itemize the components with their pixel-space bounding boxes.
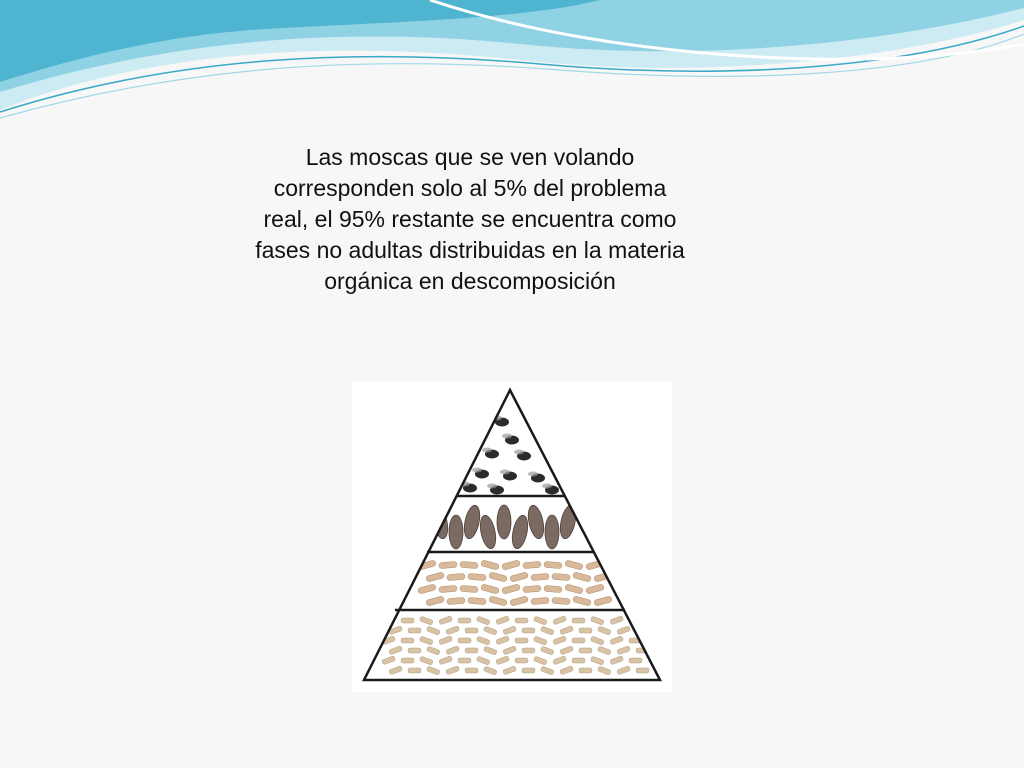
larva-mark	[573, 596, 592, 606]
egg-mark	[382, 656, 396, 665]
egg-mark	[560, 666, 574, 675]
pupa-mark	[497, 505, 511, 539]
caption-line-5: orgánica en descomposición	[324, 268, 616, 294]
egg-mark	[426, 646, 440, 655]
pupa-mark	[510, 514, 531, 550]
egg-mark	[426, 626, 440, 635]
egg-mark	[540, 666, 554, 675]
egg-mark	[476, 636, 490, 645]
egg-mark	[636, 668, 649, 673]
egg-mark	[540, 646, 554, 655]
egg-mark	[503, 666, 517, 675]
egg-mark	[610, 616, 624, 625]
pyramid-outline	[364, 390, 660, 680]
egg-mark	[597, 666, 611, 675]
fly-wing-mark	[542, 484, 552, 489]
egg-mark	[617, 666, 631, 675]
larva-mark	[531, 573, 549, 581]
egg-mark	[590, 616, 604, 625]
pyramid-graphic	[352, 382, 672, 692]
slide-caption	[200, 142, 740, 297]
egg-mark	[476, 656, 490, 665]
larva-mark	[544, 561, 562, 569]
larva-mark	[426, 596, 445, 606]
tier-larvae	[418, 560, 613, 606]
caption-line-4: fases no adultas distribuidas en la materia	[255, 237, 685, 263]
egg-mark	[553, 636, 567, 645]
egg-mark	[446, 646, 460, 655]
egg-mark	[515, 658, 528, 663]
egg-mark	[503, 646, 517, 655]
egg-mark	[439, 616, 453, 625]
pupa-mark	[430, 504, 451, 540]
egg-mark	[533, 656, 547, 665]
egg-mark	[476, 616, 490, 625]
egg-mark	[483, 626, 497, 635]
egg-mark	[636, 628, 649, 633]
caption-line-1: Las moscas que se ven volando	[305, 144, 635, 170]
egg-mark	[597, 646, 611, 655]
larva-mark	[544, 585, 562, 593]
larva-mark	[481, 560, 500, 570]
fly-wing-mark	[472, 468, 482, 473]
egg-mark	[503, 626, 517, 635]
egg-mark	[560, 646, 574, 655]
larva-mark	[565, 560, 584, 570]
egg-mark	[560, 626, 574, 635]
egg-mark	[439, 636, 453, 645]
fly-population-pyramid-image	[352, 382, 672, 692]
fly-wing-mark	[482, 448, 492, 453]
egg-mark	[458, 618, 471, 623]
egg-mark	[496, 636, 510, 645]
larva-mark	[489, 572, 508, 582]
egg-mark	[419, 656, 433, 665]
larva-mark	[586, 584, 605, 594]
fly-wing-mark	[502, 434, 512, 439]
egg-mark	[483, 646, 497, 655]
larva-mark	[468, 597, 486, 605]
header-wave-decoration	[0, 0, 1024, 130]
larva-mark	[573, 572, 592, 582]
larva-mark	[531, 597, 549, 605]
larva-mark	[439, 561, 457, 569]
fly-wing-mark	[528, 472, 538, 477]
egg-mark	[446, 626, 460, 635]
tier-eggs	[382, 616, 649, 675]
larva-mark	[460, 561, 478, 569]
egg-mark	[458, 638, 471, 643]
egg-mark	[522, 668, 535, 673]
fly-wing-mark	[514, 450, 524, 455]
egg-mark	[610, 656, 624, 665]
larva-mark	[489, 596, 508, 606]
pupa-mark	[526, 504, 547, 540]
egg-mark	[617, 626, 631, 635]
egg-mark	[446, 666, 460, 675]
egg-mark	[597, 626, 611, 635]
larva-mark	[523, 585, 541, 593]
egg-mark	[401, 638, 414, 643]
fly-wing-mark	[500, 470, 510, 475]
larva-mark	[447, 573, 465, 581]
larva-mark	[439, 585, 457, 593]
egg-mark	[483, 666, 497, 675]
egg-mark	[590, 636, 604, 645]
egg-mark	[419, 616, 433, 625]
egg-mark	[408, 668, 421, 673]
pupa-mark	[558, 504, 579, 540]
egg-mark	[572, 638, 585, 643]
egg-mark	[419, 636, 433, 645]
larva-mark	[468, 573, 486, 581]
pupa-mark	[478, 514, 499, 550]
egg-mark	[610, 636, 624, 645]
egg-mark	[389, 646, 403, 655]
larva-mark	[565, 584, 584, 594]
larva-mark	[510, 596, 529, 606]
egg-mark	[522, 648, 535, 653]
egg-mark	[553, 616, 567, 625]
egg-mark	[515, 638, 528, 643]
larva-mark	[426, 572, 445, 582]
egg-mark	[579, 628, 592, 633]
larva-mark	[594, 596, 613, 606]
egg-mark	[579, 648, 592, 653]
larva-mark	[418, 584, 437, 594]
tier-pupae	[430, 504, 579, 550]
fly-wing-mark	[487, 484, 497, 489]
egg-mark	[465, 628, 478, 633]
egg-mark	[540, 626, 554, 635]
larva-mark	[510, 572, 529, 582]
egg-mark	[408, 648, 421, 653]
egg-mark	[515, 618, 528, 623]
egg-mark	[617, 646, 631, 655]
egg-mark	[572, 658, 585, 663]
egg-mark	[579, 668, 592, 673]
pupa-mark	[545, 515, 559, 549]
larva-mark	[552, 573, 570, 581]
egg-mark	[458, 658, 471, 663]
egg-mark	[553, 656, 567, 665]
larva-mark	[523, 561, 541, 569]
larva-mark	[460, 585, 478, 593]
pyramid-fill	[382, 416, 649, 676]
egg-mark	[465, 648, 478, 653]
larva-mark	[447, 597, 465, 605]
larva-mark	[552, 597, 570, 605]
egg-mark	[408, 628, 421, 633]
larva-mark	[481, 584, 500, 594]
egg-mark	[401, 618, 414, 623]
egg-mark	[496, 616, 510, 625]
egg-mark	[439, 656, 453, 665]
egg-mark	[590, 656, 604, 665]
egg-mark	[629, 658, 642, 663]
larva-mark	[502, 560, 521, 570]
egg-mark	[401, 658, 414, 663]
pupa-mark	[462, 504, 483, 540]
egg-mark	[572, 618, 585, 623]
egg-mark	[465, 668, 478, 673]
caption-line-3: real, el 95% restante se encuentra como	[263, 206, 677, 232]
egg-mark	[389, 666, 403, 675]
egg-mark	[426, 666, 440, 675]
egg-mark	[533, 636, 547, 645]
pupa-mark	[449, 515, 463, 549]
caption-line-2: corresponden solo al 5% del problema	[273, 175, 667, 201]
egg-mark	[522, 628, 535, 633]
egg-mark	[533, 616, 547, 625]
larva-mark	[502, 584, 521, 594]
egg-mark	[496, 656, 510, 665]
